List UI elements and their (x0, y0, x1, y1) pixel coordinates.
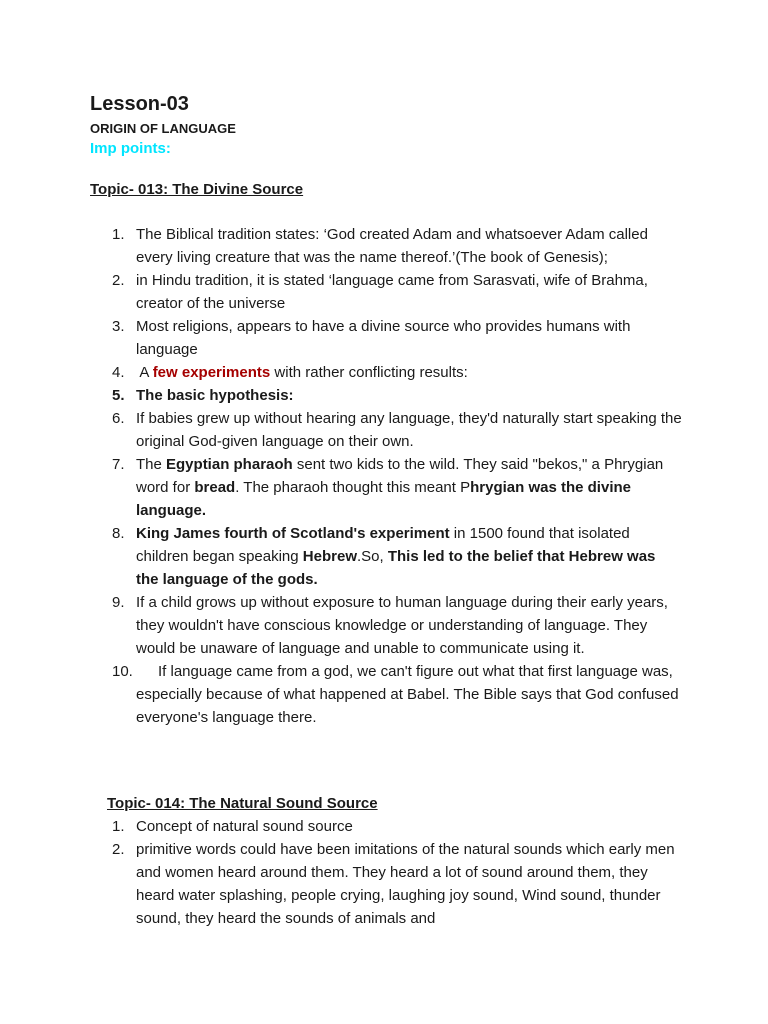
list-text: . The pharaoh thought this meant P (235, 479, 471, 496)
few-experiments-highlight: few experiments (152, 364, 271, 381)
list-text: The (136, 456, 167, 473)
list-text: If a child grows up without exposure to human language during their early years, they wouldn't have conscious knowledge or understanding of language. They would be unaware of language and unable to communicate using it. (136, 594, 668, 657)
list-number: 5. (112, 387, 125, 404)
list-item (112, 522, 682, 591)
list-number: 8. (112, 525, 125, 542)
list-item (112, 591, 682, 660)
natural-sound-list (112, 815, 682, 930)
list-text-bold: This led to the belief that Hebrew was the language of the gods. (136, 548, 656, 588)
list-item (112, 223, 682, 269)
list-number: 2. (112, 841, 125, 858)
lesson-title: Lesson-03 (90, 93, 189, 115)
list-text-bold: Egyptian pharaoh (166, 456, 293, 473)
list-item (112, 315, 682, 361)
list-text: If language came from a god, we can't figure out what that first language was, especially because of what happened at Babel. The Bible says that God confused everyone's language there. (136, 663, 679, 726)
list-text: If babies grew up without hearing any language, they'd naturally start speaking the original God-given language on their own. (136, 410, 682, 450)
list-text: in 1500 found that isolated children began speaking (136, 525, 630, 565)
topic-013-heading: Topic- 013: The Divine Source (90, 181, 304, 198)
list-text: primitive words could have been imitations of the natural sounds which early men and women heard around them. They heard a lot of sound around them, they heard water splashing, people crying, laughing joy sound, Wind sound, thunder sound, they heard the sounds of animals and (136, 841, 675, 927)
list-text: in Hindu tradition, it is stated ‘language came from Sarasvati, wife of Brahma, creator of the universe (136, 272, 648, 312)
list-number: 1. (112, 226, 125, 243)
list-item (112, 269, 682, 315)
list-number: 10. (112, 663, 133, 680)
list-text: .So, (356, 548, 388, 565)
list-number: 6. (112, 410, 125, 427)
list-text-bold: King James fourth of Scotland's experiment (136, 525, 450, 542)
list-text-bold: bread (194, 479, 236, 496)
list-text: The basic hypothesis: (136, 387, 294, 404)
list-number: 1. (112, 818, 125, 835)
list-item (112, 660, 682, 729)
lesson-subtitle: ORIGIN OF LANGUAGE (90, 121, 236, 136)
topic-014-heading: Topic- 014: The Natural Sound Source (107, 795, 378, 812)
list-item (112, 407, 682, 453)
divine-source-list (112, 223, 682, 729)
list-item (112, 361, 682, 384)
list-item (112, 453, 682, 522)
list-text: sent two kids to the wild. They said "bekos," a Phrygian word for (136, 456, 664, 496)
list-text-post: with rather conflicting results: (270, 364, 468, 381)
list-text-bold: hrygian was the divine language. (136, 479, 631, 519)
list-number: 2. (112, 272, 125, 289)
list-text: Concept of natural sound source (136, 818, 353, 835)
list-text-pre: A (136, 364, 153, 381)
list-item (112, 838, 682, 930)
list-text: The Biblical tradition states: ‘God created Adam and whatsoever Adam called every living creature that was the name thereof.’(The book of Genesis); (136, 226, 648, 266)
list-number: 7. (112, 456, 125, 473)
list-text-bold: Hebrew (302, 548, 357, 565)
list-number: 3. (112, 318, 125, 335)
list-number: 9. (112, 594, 125, 611)
list-item (112, 815, 682, 838)
list-number: 4. (112, 364, 125, 381)
list-text: Most religions, appears to have a divine source who provides humans with language (136, 318, 631, 358)
list-item (112, 384, 682, 407)
imp-points-label: Imp points: (90, 140, 171, 157)
